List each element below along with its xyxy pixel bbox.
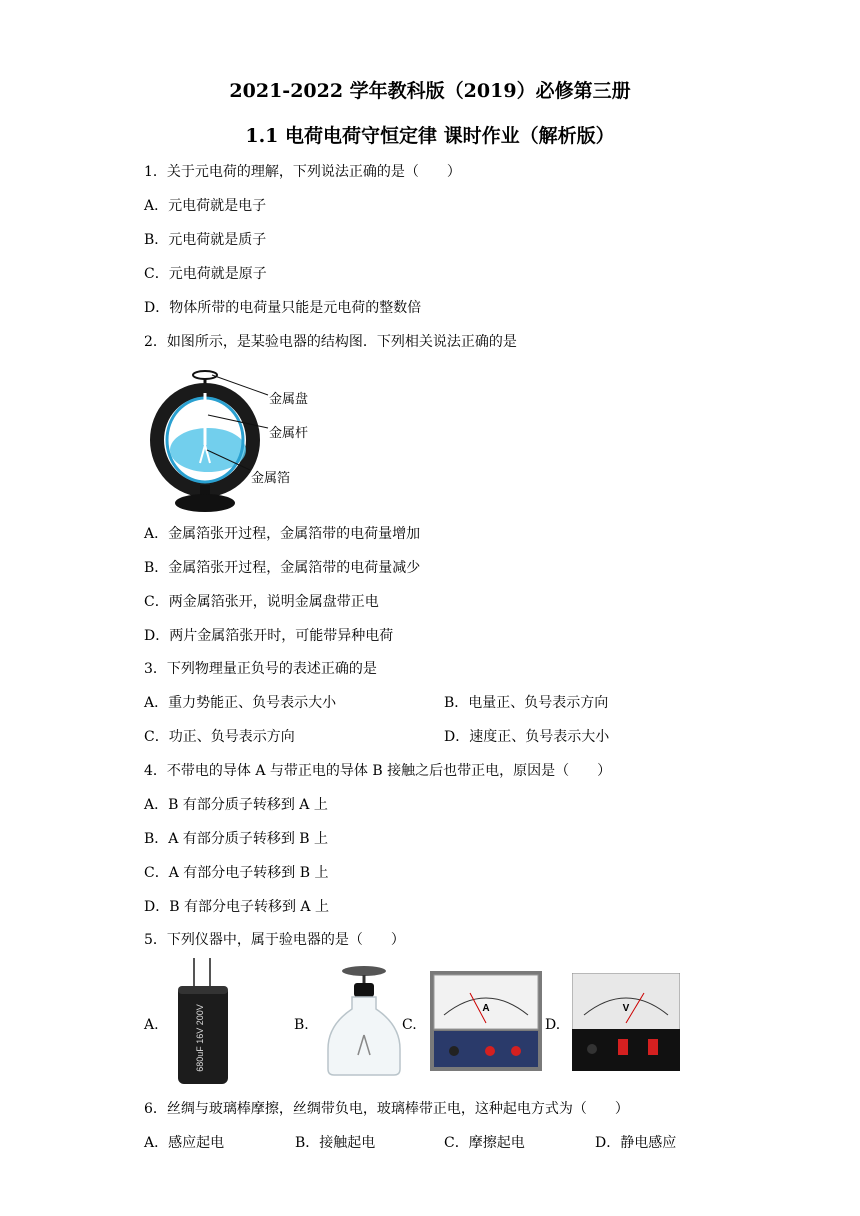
q5-stem: 5．下列仪器中，属于验电器的是（ ） [144, 932, 405, 948]
voltmeter-letter: V [622, 1003, 630, 1014]
q2-option-b: B．金属箔张开过程，金属箔带的电荷量减少 [144, 560, 421, 576]
q3-stem: 3．下列物理量正负号的表述正确的是 [144, 661, 377, 677]
label-metal-foil: 金属箔 [251, 471, 291, 486]
q4-option-c: C．A 有部分电子转移到 B 上 [144, 865, 329, 881]
q3-option-a: A．重力势能正、负号表示大小 [144, 695, 337, 711]
q4-option-a: A．B 有部分质子转移到 A 上 [144, 797, 328, 813]
electroscope-jar-image [324, 965, 406, 1077]
q4-stem: 4．不带电的导体 A 与带正电的导体 B 接触之后也带正电，原因是（ ） [144, 763, 612, 779]
q1-stem: 1．关于元电荷的理解，下列说法正确的是（ ） [144, 164, 461, 180]
q5-option-c-letter: C. [402, 1017, 417, 1033]
capacitor-image [172, 958, 234, 1086]
q4-option-d: D．B 有部分电子转移到 A 上 [144, 899, 329, 915]
ammeter-letter: A [482, 1003, 490, 1014]
q1-option-d: D．物体所带的电荷量只能是元电荷的整数倍 [144, 300, 422, 316]
q3-option-c: C．功正、负号表示方向 [144, 729, 295, 745]
q2-option-a: A．金属箔张开过程，金属箔带的电荷量增加 [144, 526, 421, 542]
q6-option-d: D．静电感应 [595, 1135, 677, 1151]
q5-option-b-letter: B. [294, 1017, 309, 1033]
capacitor-label: 680uF 16V 200V [195, 1004, 205, 1072]
q2-option-d: D．两片金属箔张开时，可能带异种电荷 [144, 628, 394, 644]
q3-option-d: D．速度正、负号表示大小 [444, 729, 610, 745]
q6-option-b: B．接触起电 [295, 1135, 376, 1151]
q1-option-c: C．元电荷就是原子 [144, 266, 267, 282]
q5-option-d-letter: D. [545, 1017, 561, 1033]
q2-stem: 2．如图所示，是某验电器的结构图．下列相关说法正确的是 [144, 334, 517, 350]
q6-option-c: C．摩擦起电 [444, 1135, 525, 1151]
q1-option-a: A．元电荷就是电子 [144, 198, 267, 214]
q4-option-b: B．A 有部分质子转移到 B 上 [144, 831, 329, 847]
q6-stem: 6．丝绸与玻璃棒摩擦，丝绸带负电，玻璃棒带正电，这种起电方式为（ ） [144, 1101, 629, 1117]
label-metal-rod: 金属杆 [269, 426, 309, 441]
q6-option-a: A．感应起电 [144, 1135, 225, 1151]
q5-option-a-letter: A. [144, 1017, 159, 1033]
q2-option-c: C．两金属箔张开，说明金属盘带正电 [144, 594, 379, 610]
title-line-1: 2021-2022 学年教科版（2019）必修第三册 [229, 80, 631, 102]
title-line-2: 1.1 电荷电荷守恒定律 课时作业（解析版） [245, 125, 615, 147]
ammeter-image [430, 971, 542, 1071]
label-metal-disc: 金属盘 [269, 392, 309, 407]
q1-option-b: B．元电荷就是质子 [144, 232, 267, 248]
voltmeter-image [572, 973, 680, 1071]
q3-option-b: B．电量正、负号表示方向 [444, 695, 609, 711]
